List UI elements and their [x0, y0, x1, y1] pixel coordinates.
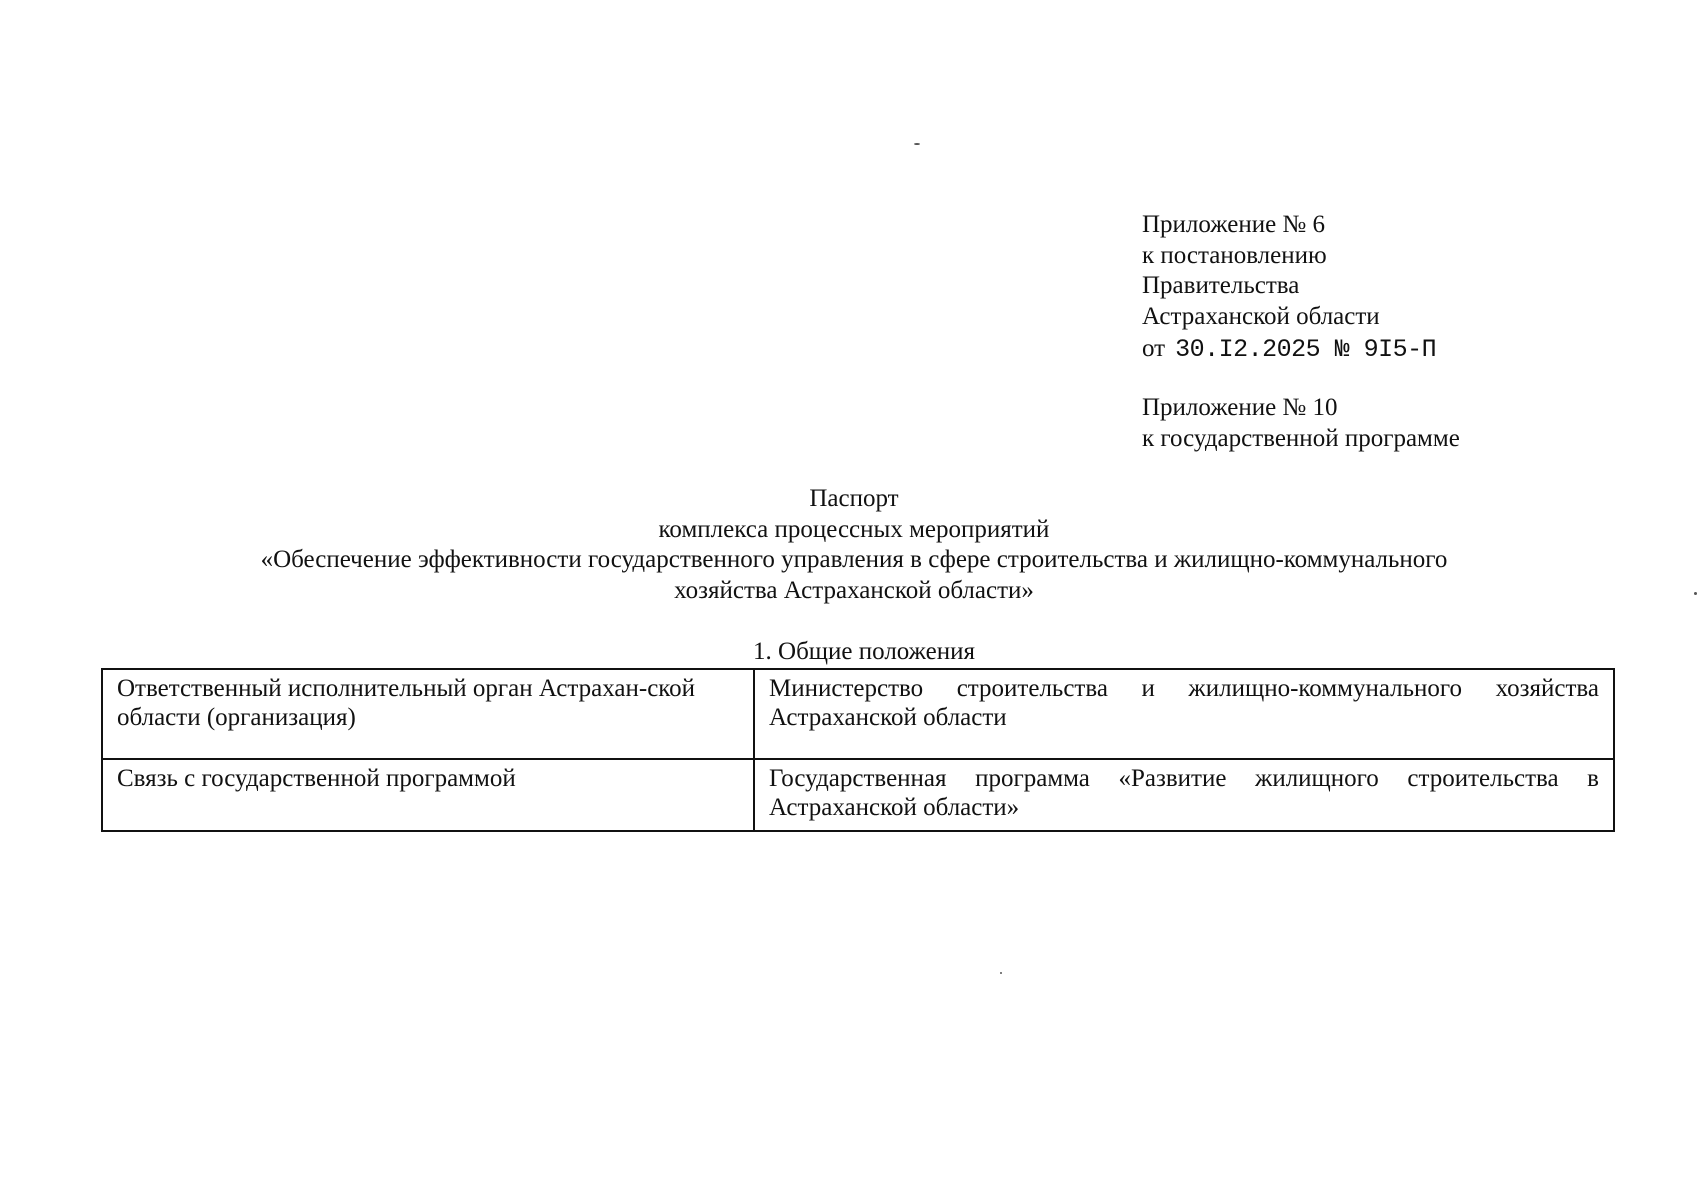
table-cell-label: Связь с государственной программой — [102, 759, 754, 831]
annex-primary-title: Приложение № 6 — [1142, 211, 1326, 238]
table-row — [102, 759, 1614, 831]
table-row — [102, 669, 1614, 759]
annex-primary-line-4: Астраханской области — [1142, 302, 1380, 330]
passport-title-line-1: Паспорт — [809, 485, 899, 512]
annex-primary — [1142, 210, 1436, 366]
annex-secondary-line-2: к государственной программе — [1142, 424, 1460, 452]
date-prefix: от — [1142, 335, 1166, 362]
table-cell-value: Государственная программа «Развитие жилищного строительства в Астраханской области» — [754, 759, 1614, 831]
passport-title-line-4: хозяйства Астраханской области» — [674, 576, 1034, 604]
passport-title-line-2: комплекса процессных мероприятий — [658, 515, 1050, 543]
section-heading: 1. Общие положения — [753, 638, 975, 665]
scan-speck — [914, 143, 920, 145]
annex-primary-line-2: к постановлению — [1142, 241, 1327, 269]
annex-primary-date — [1142, 334, 1436, 366]
table-cell-value: Министерство строительства и жилищно-коммунального хозяйства Астраханской области — [754, 669, 1614, 759]
annex-primary-line-3: Правительства — [1142, 272, 1300, 299]
scan-speck — [1000, 972, 1002, 974]
passport-title-line-3: «Обеспечение эффективности государственного управления в сфере строительства и жилищно-коммунального — [260, 546, 1448, 573]
general-provisions-table — [101, 668, 1615, 832]
annex-secondary-title: Приложение № 10 — [1142, 394, 1338, 421]
table-cell-label: Ответственный исполнительный орган Астрахан-ской области (организация) — [102, 669, 754, 759]
annex-secondary — [1142, 393, 1460, 454]
date-stamp: 30.I2.2025 № 9I5-П — [1175, 335, 1437, 364]
passport-title — [0, 484, 1708, 606]
